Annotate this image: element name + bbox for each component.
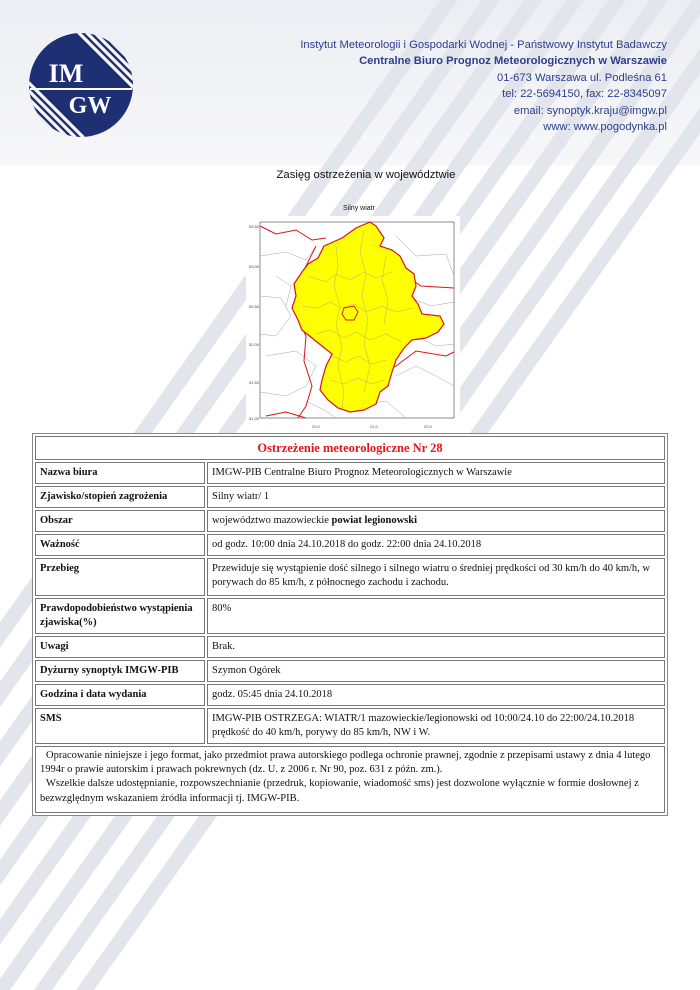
label-course: Przebieg [35,558,205,596]
value-course: Przewiduje się wystąpienie dość silnego i silnego wiatru o średniej prędkości od 30 km/h do 40 km/h, w porywach do 85 km/h, z północnego zachodu i zachodu. [207,558,665,596]
label-probability: Prawdopodobieństwo wystąpienia zjawiska(%) [35,598,205,634]
row-office [35,462,665,484]
logo-text-bottom: GW [68,93,112,119]
value-office: IMGW-PIB Centralne Biuro Prognoz Meteorologicznych w Warszawie [207,462,665,484]
label-issued: Godzina i data wydania [35,684,205,706]
lon-label-1: 20,0 [312,424,320,429]
value-sms: IMGW-PIB OSTRZEGA: WIATR/1 mazowieckie/legionowski od 10:00/24.10 do 22:00/24.10.2018 prędkość do 40 km/h, porywy do 85 km/h, NW i W. [207,708,665,744]
row-footer [35,746,665,813]
label-sms: SMS [35,708,205,744]
value-issued: godz. 05:45 dnia 24.10.2018 [207,684,665,706]
lat-label-6: 51,00 [249,416,260,421]
copyright-notice [35,746,665,813]
value-area [207,510,665,532]
row-validity [35,534,665,556]
row-phenomenon [35,486,665,508]
warning-map [246,216,460,434]
value-phenomenon: Silny wiatr/ 1 [207,486,665,508]
lon-label-2: 21,0 [370,424,378,429]
label-area: Obszar [35,510,205,532]
copyright-paragraph-1: Opracowanie niniejsze i jego format, jako przedmiot prawa autorskiego podlega ochronie prawnej, zgodnie z przepisami ustawy z dnia 4 lutego 1994r o prawie autorskim i prawach pokrewnych (dz. U. z 2006 r. Nr 90, poz. 631 z późn. zm.). [40,750,651,776]
row-sms [35,708,665,744]
website[interactable]: www: www.pogodynka.pl [543,121,667,134]
lat-label-4: 52,00 [249,342,260,347]
value-area-powiat: powiat legionowski [331,515,418,526]
lat-label-1: 53,50 [249,224,260,229]
copyright-paragraph-2: Wszelkie dalsze udostępnianie, rozpowszechnianie (przedruk, kopiowanie, wiadomość sms) jest dozwolone wyłącznie w formie dosłownej z bezwzględnym wskazaniem źródła informacji tj. IMGW-PIB. [40,778,639,804]
value-validity: od godz. 10:00 dnia 24.10.2018 do godz. 22:00 dnia 24.10.2018 [207,534,665,556]
imgw-logo [28,32,134,138]
lat-label-5: 51,50 [249,380,260,385]
lat-label-2: 53,00 [249,264,260,269]
row-course [35,558,665,596]
value-remarks: Brak. [207,636,665,658]
email[interactable]: email: synoptyk.kraju@imgw.pl [513,104,667,117]
map-title: Silny wiatr [343,205,375,212]
phone: tel: 22-5694150, fax: 22-8345097 [502,88,667,101]
institute-name: Instytut Meteorologii i Gospodarki Wodnej - Państwowy Instytut Badawczy [300,39,667,51]
row-remarks [35,636,665,658]
lat-label-3: 52,50 [249,304,260,309]
row-forecaster [35,660,665,682]
value-forecaster: Szymon Ogórek [207,660,665,682]
lon-label-3: 22,0 [424,424,432,429]
warning-title: Ostrzeżenie meteorologiczne Nr 28 [35,436,665,460]
label-remarks: Uwagi [35,636,205,658]
label-phenomenon: Zjawisko/stopień zagrożenia [35,486,205,508]
row-probability [35,598,665,634]
label-office: Nazwa biura [35,462,205,484]
office-name: Centralne Biuro Prognoz Meteorologicznych w Warszawie [359,55,667,68]
label-validity: Ważność [35,534,205,556]
logo-text-top: IM [48,59,84,88]
value-area-prefix: województwo mazowieckie [212,515,332,526]
map-caption: Zasięg ostrzeżenia w województwie [276,169,456,181]
institute-header [300,37,667,135]
row-area [35,510,665,532]
value-probability: 80% [207,598,665,634]
label-forecaster: Dyżurny synoptyk IMGW-PIB [35,660,205,682]
address: 01-673 Warszawa ul. Podleśna 61 [497,71,667,84]
warning-table [32,433,668,816]
row-issued [35,684,665,706]
